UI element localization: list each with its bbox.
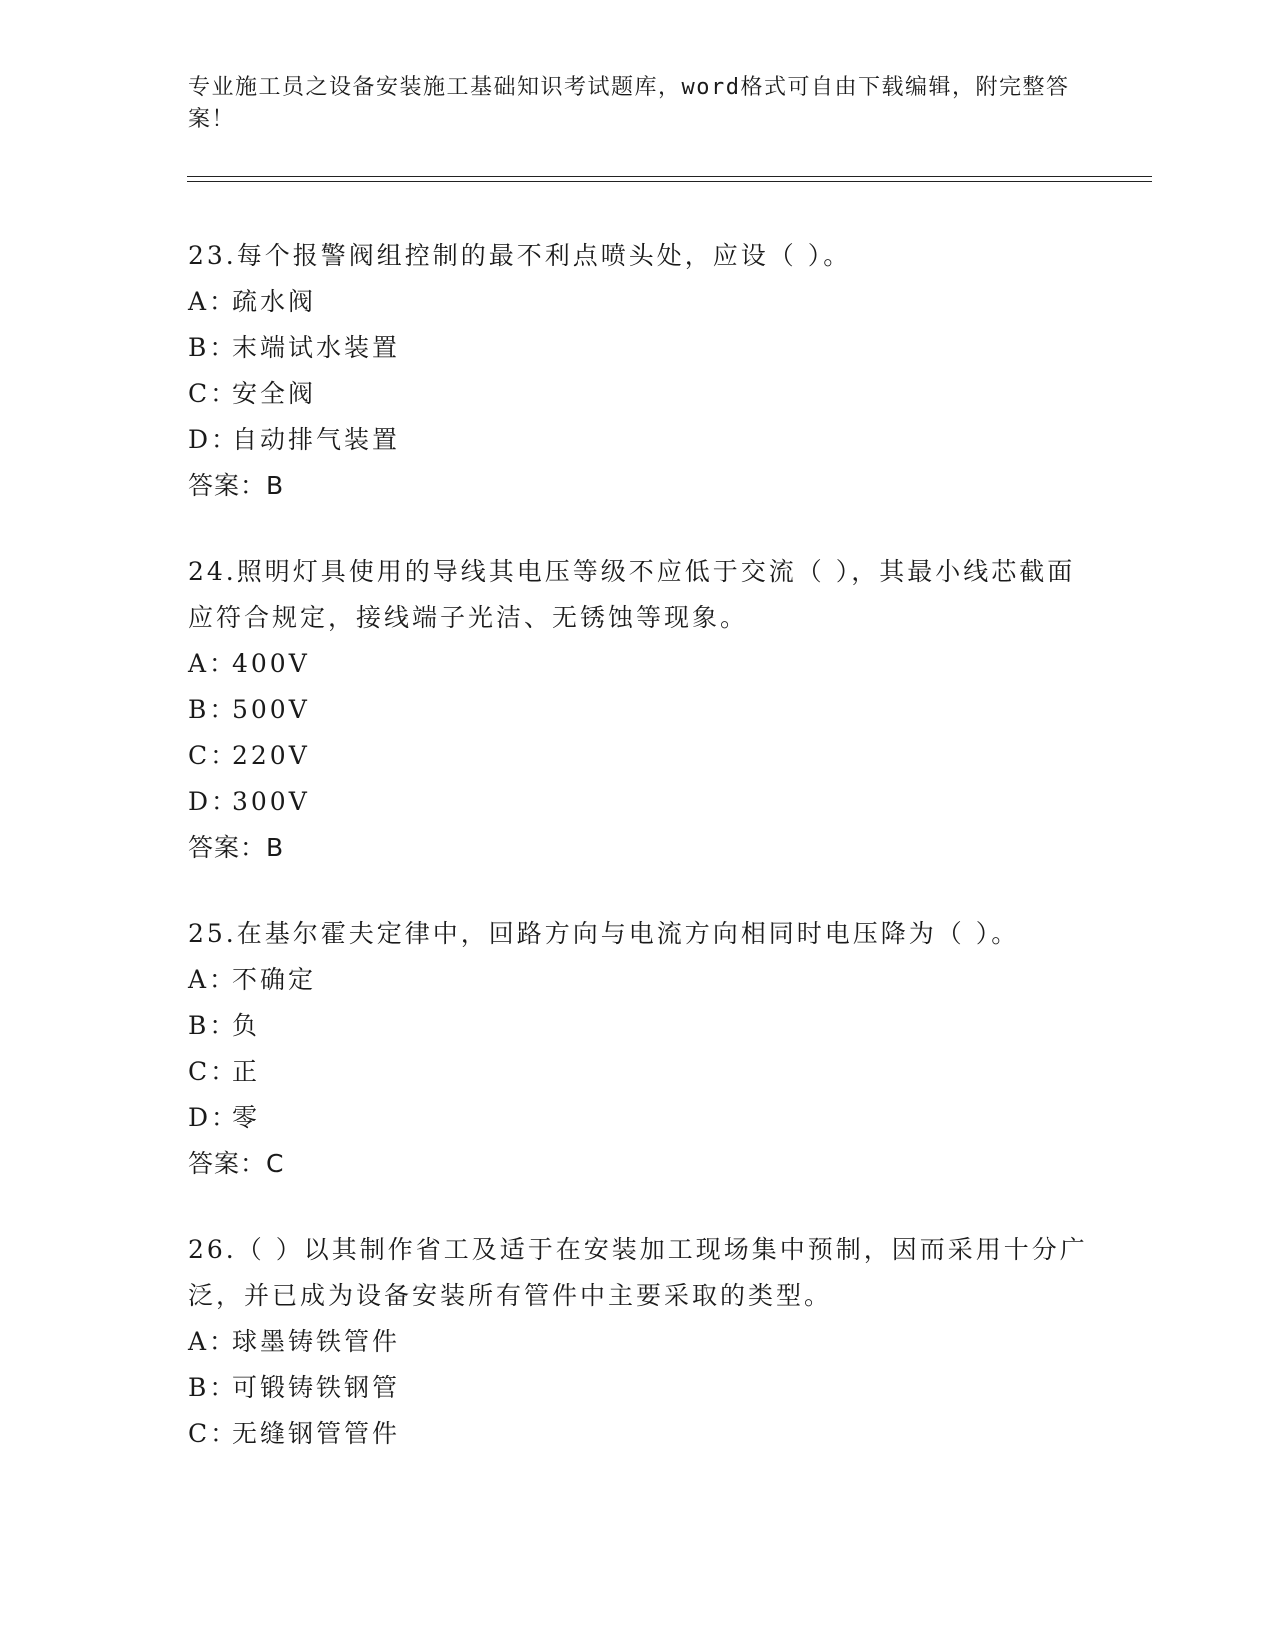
option-label: A：	[188, 649, 238, 678]
option-label: C：	[188, 1419, 239, 1448]
option-text: 300V	[232, 787, 310, 816]
option-d	[188, 1095, 1088, 1141]
header-divider-top	[187, 176, 1152, 177]
header-divider-bottom	[187, 181, 1152, 182]
question-list	[188, 233, 1088, 1497]
option-c	[188, 733, 1088, 779]
option-label: A：	[188, 287, 238, 316]
question-24	[188, 549, 1088, 871]
answer: 答案：B	[188, 471, 285, 500]
answer: 答案：C	[188, 1149, 285, 1178]
option-c	[188, 1049, 1088, 1095]
option-label: D：	[188, 425, 240, 454]
question-text: 25.在基尔霍夫定律中，回路方向与电流方向相同时电压降为（ ）。	[188, 919, 1020, 948]
option-b	[188, 325, 1088, 371]
option-a	[188, 957, 1088, 1003]
answer: 答案：B	[188, 833, 285, 862]
question-26	[188, 1227, 1088, 1457]
option-label: D：	[188, 1103, 240, 1132]
option-label: B：	[188, 1011, 238, 1040]
question-text: 23.每个报警阀组控制的最不利点喷头处，应设（ ）。	[188, 241, 852, 270]
option-label: C：	[188, 379, 239, 408]
option-label: B：	[188, 1373, 238, 1402]
option-b	[188, 1365, 1088, 1411]
option-label: C：	[188, 741, 239, 770]
option-label: A：	[188, 965, 238, 994]
option-d	[188, 417, 1088, 463]
document-header: 专业施工员之设备安装施工基础知识考试题库，word格式可自由下载编辑，附完整答案！	[188, 75, 1070, 132]
option-text: 自动排气装置	[232, 425, 401, 454]
option-a	[188, 279, 1088, 325]
option-b	[188, 1003, 1088, 1049]
question-text: 24.照明灯具使用的导线其电压等级不应低于交流（ ），其最小线芯截面应符合规定，接线端子光洁、无锈蚀等现象。	[188, 557, 1076, 632]
option-text: 500V	[232, 695, 310, 724]
option-label: B：	[188, 333, 238, 362]
option-text: 疏水阀	[232, 287, 317, 316]
option-text: 球墨铸铁管件	[232, 1327, 401, 1356]
question-text: 26.（ ）以其制作省工及适于在安装加工现场集中预制，因而采用十分广泛，并已成为设备安装所有管件中主要采取的类型。	[188, 1235, 1088, 1310]
option-label: B：	[188, 695, 238, 724]
option-d	[188, 779, 1088, 825]
option-a	[188, 641, 1088, 687]
option-a	[188, 1319, 1088, 1365]
option-text: 负	[232, 1011, 261, 1040]
option-c	[188, 371, 1088, 417]
question-25	[188, 911, 1088, 1187]
option-c	[188, 1411, 1088, 1457]
option-label: C：	[188, 1057, 239, 1086]
option-b	[188, 687, 1088, 733]
option-text: 不确定	[232, 965, 317, 994]
option-text: 零	[232, 1103, 261, 1132]
option-text: 末端试水装置	[232, 333, 401, 362]
option-text: 可锻铸铁钢管	[232, 1373, 401, 1402]
option-label: D：	[188, 787, 240, 816]
option-text: 正	[232, 1057, 261, 1086]
option-text: 无缝钢管管件	[232, 1419, 401, 1448]
option-text: 220V	[232, 741, 310, 770]
option-text: 安全阀	[232, 379, 317, 408]
question-23	[188, 233, 1088, 509]
option-label: A：	[188, 1327, 238, 1356]
option-text: 400V	[232, 649, 310, 678]
